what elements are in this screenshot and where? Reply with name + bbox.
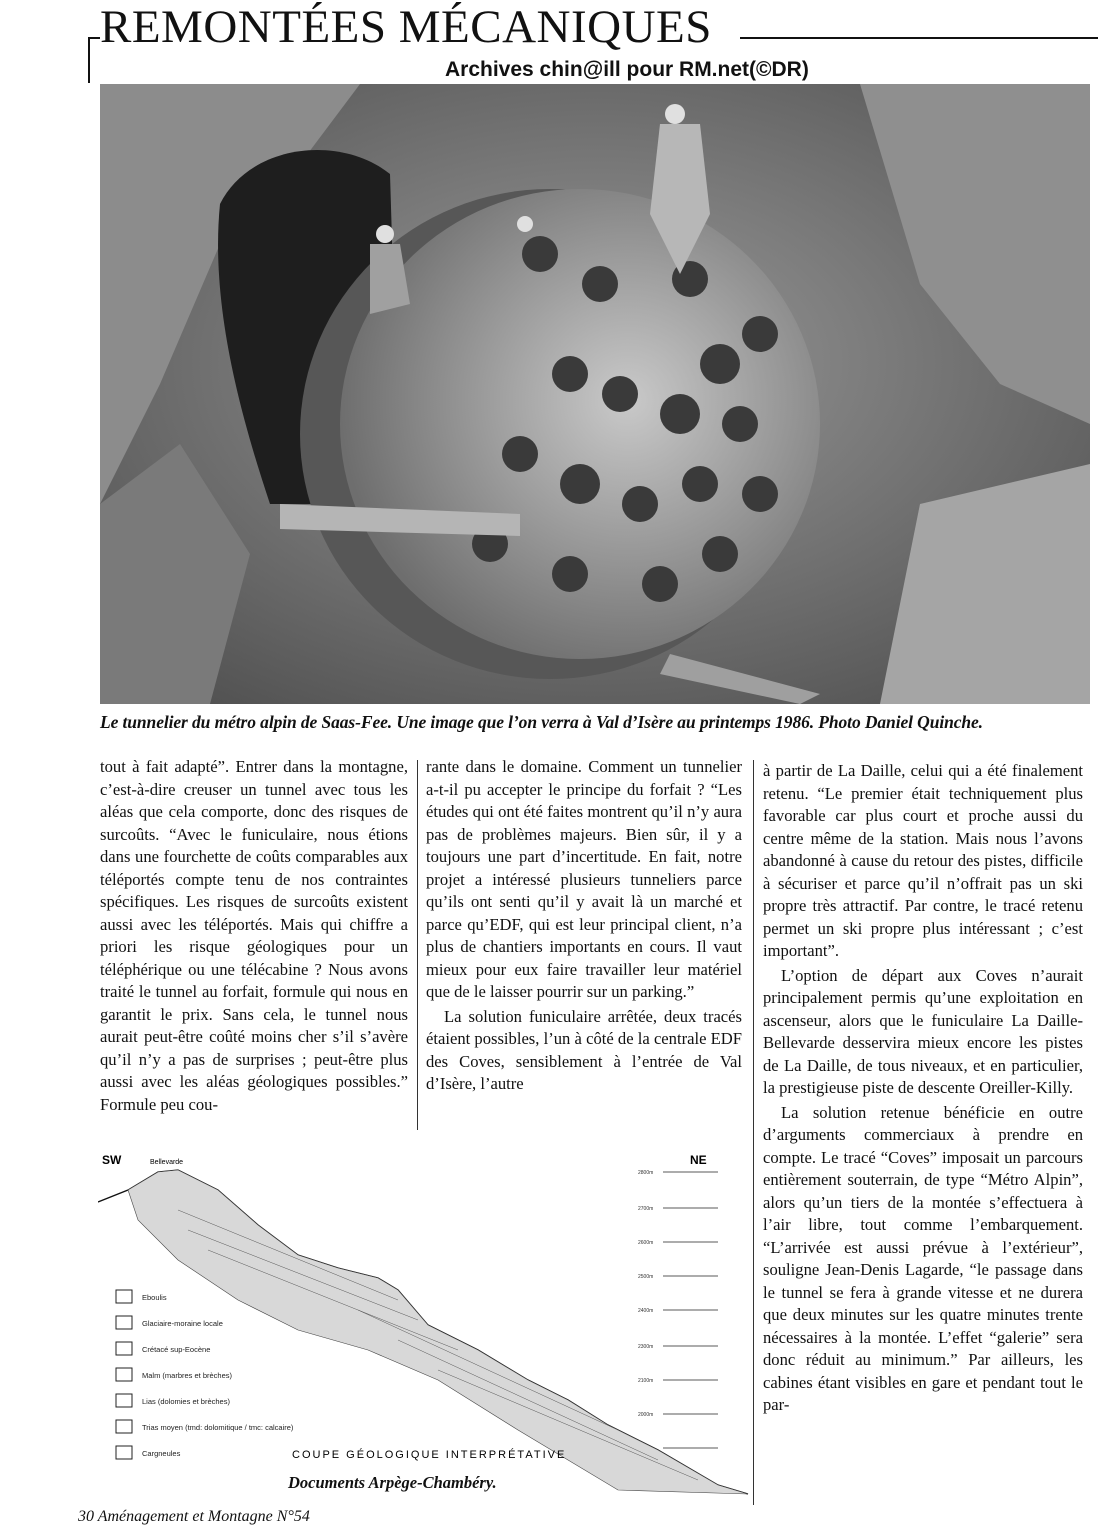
strata-fill bbox=[128, 1170, 748, 1494]
legend-label: Trias moyen (tmd: dolomitique / tmc: calcaire) bbox=[142, 1423, 294, 1432]
altitude-label: 2500m bbox=[638, 1274, 654, 1280]
altitude-label: 2800m bbox=[638, 1170, 654, 1176]
peak-label: Bellevarde bbox=[150, 1159, 184, 1166]
documents-credit: Documents Arpège-Chambéry. bbox=[288, 1473, 497, 1492]
archive-credit: Archives chin@ill pour RM.net(©DR) bbox=[445, 58, 809, 81]
altitude-lines bbox=[663, 1172, 718, 1448]
paragraph: rante dans le domaine. Comment un tunnelier a-t-il pu accepter le principe du forfait ? “Les études qui ont été faites montrent qu’il n’y aura pas de problèmes majeurs. Bien sûr, il y a toujours une part d’incertitude. En fait, notre projet a intéressé plusieurs tunneliers parce qu’ils ont senti qu’il y avait là un marché et parce qu’EDF, qui est leur principal client, n’a plus de chantiers importants en cours. Il vaut mieux pour eux faire travailler leur matériel que de le laisser pourrir sur un parking.” bbox=[426, 757, 742, 1001]
diagram-title: COUPE GÉOLOGIQUE INTERPRÉTATIVE bbox=[292, 1449, 567, 1461]
altitude-label: 2300m bbox=[638, 1344, 654, 1350]
header-rule bbox=[740, 37, 1098, 39]
altitude-label: 2700m bbox=[638, 1206, 654, 1212]
legend-label: Lias (dolomies et brèches) bbox=[142, 1397, 230, 1406]
sw-label: SW bbox=[102, 1153, 122, 1167]
header-vertical-rule bbox=[88, 37, 90, 83]
paragraph: tout à fait adapté”. Entrer dans la montagne, c’est-à-dire creuser un tunnel avec tous les aléas que cela comporte, donc des risques de surcoûts. “Avec le funiculaire, nous étions dans une fourchette de coûts comparables aux téléportés compte tenu de nos contraintes spécifiques. Les risques de surcoûts existent aussi avec les téléportés. Mais qui chiffre a priori les risque géologiques pour un téléphérique ou une télécabine ? Nous avons traité le tunnel au forfait, formule qui nous en garantit le prix. Sans cela, le tunnel nous aurait peut-être coûté moins cher s’il s’avère qu’il n’y a pas de surprises ; peut-être plus aussi avec les aléas géologiques possibles.” Formule peu cou- bbox=[100, 757, 408, 1114]
paragraph: La solution funiculaire arrêtée, deux tracés étaient possibles, l’un à côté de la centrale EDF des Coves, sensiblement à l’entrée de Val d’Isère, l’autre bbox=[426, 1006, 742, 1093]
legend-label: Eboulis bbox=[142, 1293, 167, 1302]
paragraph: à partir de La Daille, celui qui a été finalement retenu. “Le premier était techniquement plus favorable car plus court et proche aussi du centre même de la station. Mais nous l’avons abandonné à cause du retour des pistes, difficile à sécuriser et parce qu’il n’offrait pas un ski propre très attractif. Par contre, le tracé retenu permet un ski propre plus intéressant ; c’est important”. bbox=[763, 761, 1083, 960]
altitude-label: 2600m bbox=[638, 1240, 654, 1246]
ne-label: NE bbox=[690, 1153, 707, 1167]
paragraph: L’option de départ aux Coves n’aurait principalement permis qu’une exploitation en ascenseur, alors que le funiculaire La Daille-Bellevarde desservira mieux encore les pistes de La Daille, de tous niveaux, et en particulier, la prestigieuse piste de descente Oreiller-Killy. bbox=[763, 965, 1083, 1097]
paragraph: La solution retenue bénéficie en outre d’arguments commerciaux à prendre en compte. Le tracé “Coves” imposait un parcours entièrement souterrain, de type “Métro Alpin”, alors qu’un tiers de la montée s’effectuera à l’air libre, tout comme l’embarquement. “L’arrivée est aussi prévue à l’extérieur”, souligne Jean-Denis Lagarde, “le passage dans le tunnel se fera à grande vitesse et ne durera que deux minutes sur les quatre minutes trente nécessaires à la montée. L’effet “galerie” sera donc réduit au minimum.” Par ailleurs, les cabines étant visibles en gare et pendant tout le par- bbox=[763, 1102, 1083, 1414]
legend-label: Cargneules bbox=[142, 1449, 181, 1458]
legend bbox=[116, 1290, 294, 1459]
geological-cross-section bbox=[98, 1150, 762, 1502]
altitude-label: 2400m bbox=[638, 1308, 654, 1314]
legend-label: Glaciaire-moraine locale bbox=[142, 1319, 223, 1328]
altitude-label: 2000m bbox=[638, 1412, 654, 1418]
article-column-3 bbox=[763, 760, 1083, 1417]
tunnel-boring-machine-photo bbox=[100, 84, 1090, 704]
legend-label: Malm (marbres et brèches) bbox=[142, 1371, 233, 1380]
page-title: REMONTÉES MÉCANIQUES bbox=[100, 1, 712, 53]
article-column-1 bbox=[100, 756, 408, 1116]
column-rule bbox=[417, 760, 418, 1130]
article-column-2 bbox=[426, 756, 742, 1096]
page-footer: 30 Aménagement et Montagne N°54 bbox=[78, 1508, 310, 1525]
legend-label: Crétacé sup-Eocène bbox=[142, 1345, 211, 1354]
altitude-label: 2100m bbox=[638, 1378, 654, 1384]
photo-caption: Le tunnelier du métro alpin de Saas-Fee. Une image que l’on verra à Val d’Isère au printemps 1986. Photo Daniel Quinche. bbox=[100, 712, 983, 732]
photo-illustration bbox=[100, 84, 1090, 704]
